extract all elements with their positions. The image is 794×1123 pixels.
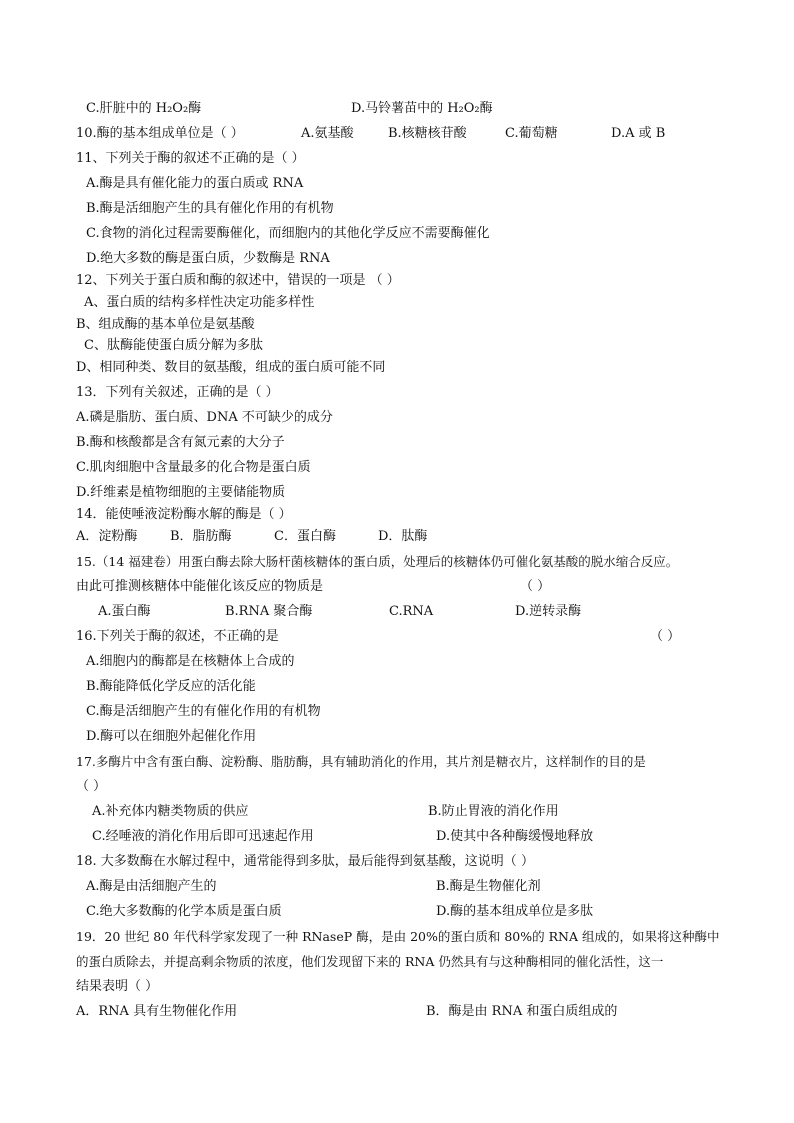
question-12-stem: 12、下列关于蛋白质和酶的叙述中，错误的一项是 （ ）	[76, 273, 400, 288]
question-17-stem: 17.多酶片中含有蛋白酶、淀粉酶、脂肪酶，具有辅助消化的作用，其片剂是糖衣片，这样制作的目的是	[76, 754, 646, 769]
option-c-q18: C.绝大多数酶的化学本质是蛋白质	[86, 904, 282, 919]
option-c-q14: C．蛋白酶	[274, 529, 336, 544]
option-a-q19: A．RNA 具有生物催化作用	[76, 1004, 238, 1019]
option-b-q19: B．酶是由 RNA 和蛋白质组成的	[426, 1004, 618, 1019]
question-15-stem-cont: 由此可推测核糖体中能催化该反应的物质是	[76, 579, 324, 594]
option-a-q16: A.细胞内的酶都是在核糖体上合成的	[86, 654, 295, 669]
question-10-stem: 10.酶的基本组成单位是（ ）	[76, 126, 244, 141]
option-b-q18: B.酶是生物催化剂	[436, 879, 541, 894]
option-d-q12: D、相同种类、数目的氨基酸，组成的蛋白质可能不同	[76, 360, 386, 375]
option-a-q10: A.氨基酸	[301, 126, 354, 141]
question-13-stem: 13．下列有关叙述，正确的是（ ）	[76, 385, 279, 400]
option-a-q15: A.蛋白酶	[98, 604, 151, 619]
option-c-q13: C.肌肉细胞中含量最多的化合物是蛋白质	[76, 460, 311, 475]
question-19-stem: 19．20 世纪 80 年代科学家发现了一种 RNaseP 酶，是由 20%的蛋白质和 80%的 RNA 组成的，如果将这种酶中	[76, 929, 720, 944]
question-16-stem: 16.下列关于酶的叙述，不正确的是	[76, 629, 279, 644]
question-14-stem: 14．能使唾液淀粉酶水解的酶是（ ）	[76, 507, 292, 522]
option-b-q14: B．脂肪酶	[170, 529, 232, 544]
option-b-q15: B.RNA 聚合酶	[225, 604, 313, 619]
question-15-stem: 15.（14 福建卷）用蛋白酶去除大肠杆菌核糖体的蛋白质，处理后的核糖体仍可催化氨基酸的脱水缩合反应。	[76, 554, 679, 569]
answer-blank-q16: （ ）	[650, 629, 681, 644]
option-a-q13: A.磷是脂肪、蛋白质、DNA 不可缺少的成分	[76, 410, 333, 425]
option-d-q14: D．肽酶	[378, 529, 428, 544]
option-d-q11: D.绝大多数的酶是蛋白质，少数酶是 RNA	[86, 251, 330, 266]
option-c-q12: C、肽酶能使蛋白质分解为多肽	[84, 338, 263, 353]
question-11-stem: 11、下列关于酶的叙述不正确的是（ ）	[76, 151, 305, 166]
option-d-q15: D.逆转录酶	[515, 604, 582, 619]
option-a-q11: A.酶是具有催化能力的蛋白质或 RNA	[86, 176, 304, 191]
option-b-q12: B、组成酶的基本单位是氨基酸	[76, 317, 255, 332]
option-d-q10: D.A 或 B	[611, 126, 666, 141]
option-b-q13: B.酶和核酸都是含有氮元素的大分子	[76, 435, 285, 450]
option-b-q17: B.防止胃液的消化作用	[428, 804, 559, 819]
option-d-q17: D.使其中各种酶缓慢地释放	[436, 829, 594, 844]
option-b-q10: B.核糖核苷酸	[388, 126, 467, 141]
question-19-stem-line3: 结果表明（ ）	[76, 979, 159, 994]
option-b-q16: B.酶能降低化学反应的活化能	[86, 679, 256, 694]
option-d-q13: D.纤维素是植物细胞的主要储能物质	[76, 485, 286, 500]
answer-blank-q15: （ ）	[520, 579, 551, 594]
question-19-stem-line2: 的蛋白质除去，并提高剩余物质的浓度，他们发现留下来的 RNA 仍然具有与这种酶相同的催化活性，这一	[76, 954, 664, 969]
option-c-q10: C.葡萄糖	[505, 126, 558, 141]
answer-blank-q17: （ ）	[76, 779, 107, 794]
option-c-q11: C.食物的消化过程需要酶催化，而细胞内的其他化学反应不需要酶催化	[86, 226, 490, 241]
option-a-q18: A.酶是由活细胞产生的	[86, 879, 217, 894]
option-c-q15: C.RNA	[389, 604, 434, 619]
option-a-q17: A.补充体内糖类物质的供应	[92, 804, 249, 819]
option-a-q12: A、蛋白质的结构多样性决定功能多样性	[84, 295, 315, 310]
option-c-q17: C.经唾液的消化作用后即可迅速起作用	[92, 829, 314, 844]
option-d-q9: D.马铃薯苗中的 H₂O₂酶	[351, 101, 493, 116]
option-d-q16: D.酶可以在细胞外起催化作用	[86, 729, 257, 744]
option-c-q16: C.酶是活细胞产生的有催化作用的有机物	[86, 704, 321, 719]
question-18-stem: 18. 大多数酶在水解过程中，通常能得到多肽，最后能得到氨基酸，这说明（ ）	[76, 854, 534, 869]
option-a-q14: A．淀粉酶	[76, 529, 138, 544]
option-b-q11: B.酶是活细胞产生的具有催化作用的有机物	[86, 201, 334, 216]
option-d-q18: D.酶的基本组成单位是多肽	[436, 904, 594, 919]
option-c-q9: C.肝脏中的 H₂O₂酶	[86, 101, 202, 116]
